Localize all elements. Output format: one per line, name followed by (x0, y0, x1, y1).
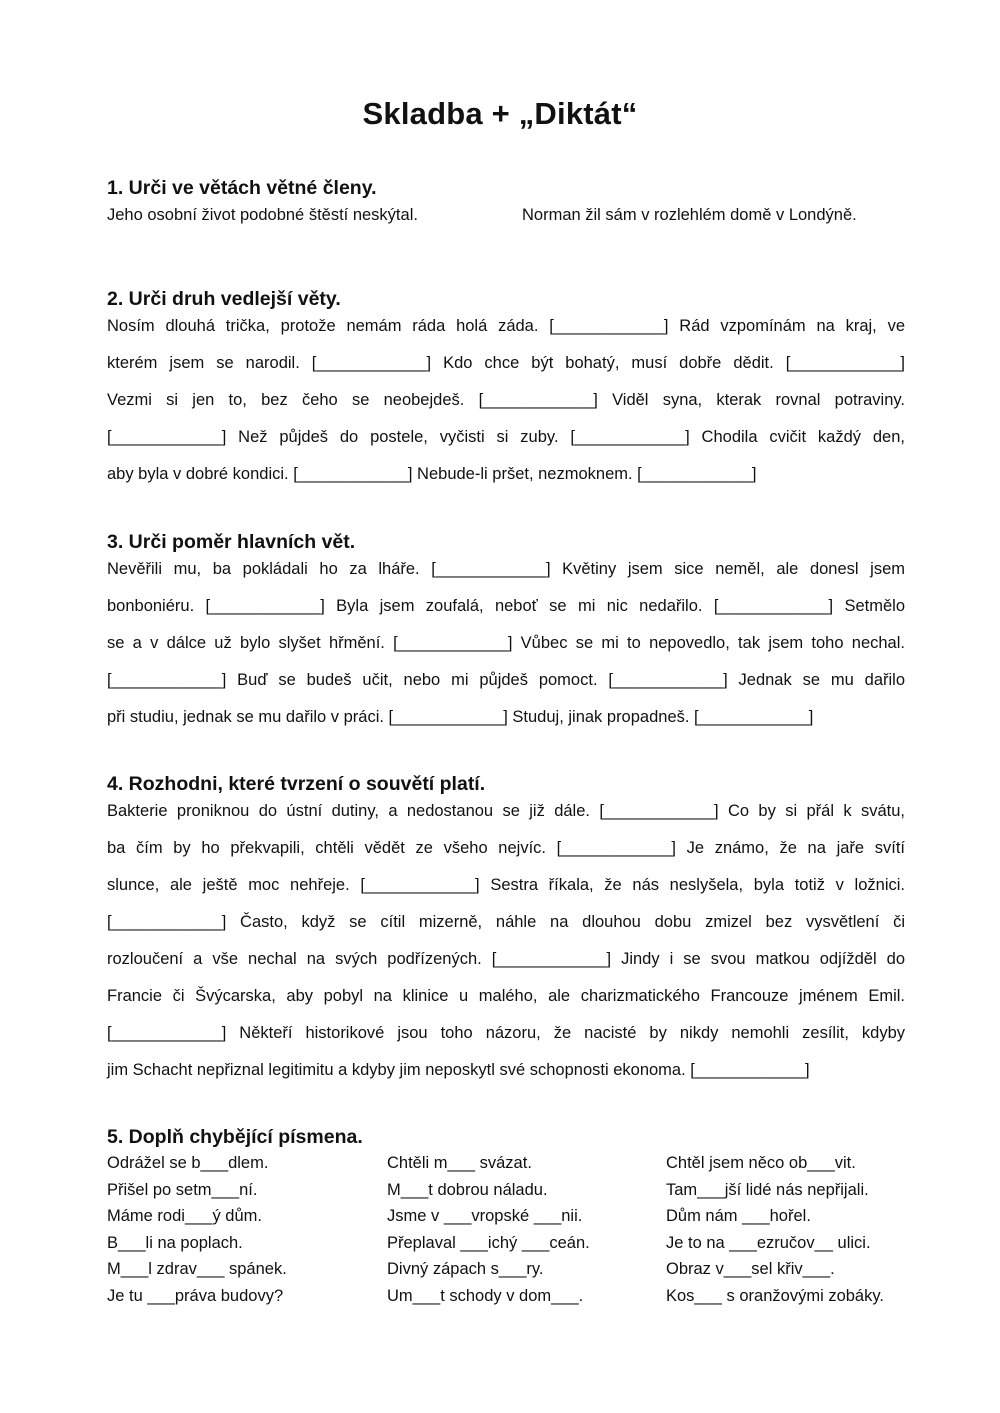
fill-in-item: Divný zápach s___ry. (387, 1260, 544, 1279)
section-3-line: se a v dálce už bylo slyšet hřmění. [____________] Vůbec se mi to nepovedlo, tak jsem toho nechal. (107, 634, 905, 652)
section-1-heading: 1. Urči ve větách větné členy. (107, 177, 377, 199)
section-3-line: Nevěřili mu, ba pokládali ho za lháře. [____________] Květiny jsem sice neměl, ale donesl jsem (107, 560, 905, 578)
sentence-a: Jeho osobní život podobné štěstí neskýtal. (107, 206, 418, 224)
fill-in-item: Dům nám ___hořel. (666, 1207, 811, 1226)
section-4 (107, 773, 905, 1096)
grid-column-1 (107, 1153, 287, 1313)
grid-column-3 (666, 1153, 884, 1313)
section-1 (107, 177, 905, 226)
fill-in-item: Kos___ s oranžovými zobáky. (666, 1286, 884, 1305)
section-4-line: jim Schacht nepřiznal legitimitu a kdyby jim neposkytl své schopnosti ekonoma. [____________] (107, 1061, 810, 1079)
fill-in-item: Chtěl jsem něco ob___vit. (666, 1154, 856, 1172)
section-2-line: Vezmi si jen to, bez čeho se neobejdeš. [____________] Viděl syna, kterak rovnal potraviny. (107, 391, 905, 409)
section-4-line: [____________] Často, když se cítil mizerně, náhle na dlouhou dobu zmizel bez vysvětlení či (107, 913, 905, 931)
page-title: Skladba + „Diktát“ (362, 96, 638, 131)
section-4-line: Francie či Švýcarska, aby pobyl na klinice u malého, ale charizmatického Francouze jménem Emil. (107, 987, 905, 1005)
fill-in-item: Máme rodi___ý dům. (107, 1207, 262, 1226)
section-2-line: aby byla v dobré kondici. [____________] Nebude-li pršet, nezmoknem. [____________] (107, 465, 757, 483)
fill-in-item: Obraz v___sel křiv___. (666, 1260, 835, 1279)
section-2-line: [____________] Než půjdeš do postele, vyčisti si zuby. [____________] Chodila cvičit každý den, (107, 428, 905, 446)
section-3-line: bonboniéru. [____________] Byla jsem zoufalá, neboť se mi nic nedařilo. [____________] Setmělo (107, 597, 905, 615)
section-5 (107, 1126, 905, 1305)
section-3-line: při studiu, jednak se mu dařilo v práci. [____________] Studuj, jinak propadneš. [____________] (107, 708, 814, 726)
section-2-line: Nosím dlouhá trička, protože nemám ráda holá záda. [____________] Rád vzpomínám na kraj, ve (107, 317, 905, 335)
section-4-line: rozloučení a vše nechal na svých podřízených. [____________] Jindy i se svou matkou odjížděl do (107, 950, 905, 968)
fill-in-item: Um___t schody v dom___. (387, 1286, 584, 1305)
section-4-line: ba čím by ho překvapili, chtěli vědět ze všeho nejvíc. [____________] Je známo, že na jaře svítí (107, 839, 905, 857)
fill-in-item: Odrážel se b___dlem. (107, 1154, 269, 1172)
grid-column-2 (387, 1153, 590, 1313)
section-4-line: [____________] Někteří historikové jsou toho názoru, že nacisté by nikdy nemohli zesílit, kdyby (107, 1024, 905, 1042)
section-5-heading: 5. Doplň chybějící písmena. (107, 1126, 363, 1148)
section-2-heading: 2. Urči druh vedlejší věty. (107, 288, 341, 310)
fill-in-item: Je tu ___práva budovy? (107, 1286, 284, 1305)
section-2 (107, 288, 905, 500)
sentence-b: Norman žil sám v rozlehlém domě v Londýně. (522, 206, 857, 224)
section-3-line: [____________] Buď se budeš učit, nebo mi půjdeš pomoct. [____________] Jednak se mu dařilo (107, 671, 905, 689)
fill-in-item: B___li na poplach. (107, 1233, 243, 1252)
section-3 (107, 531, 905, 743)
fill-in-item: Jsme v ___vropské ___nii. (387, 1207, 583, 1226)
section-1-sentences (107, 204, 905, 226)
section-4-line: slunce, ale ještě moc nehřeje. [____________] Sestra říkala, že nás neslyšela, byla totiž v ložnici. (107, 876, 905, 894)
section-2-line: kterém jsem se narodil. [____________] Kdo chce být bohatý, musí dobře dědit. [____________] (107, 354, 905, 372)
fill-in-item: Je to na ___ezručov__ ulici. (666, 1233, 871, 1252)
section-4-line: Bakterie proniknou do ústní dutiny, a nedostanou se již dále. [____________] Co by si přál k svátu, (107, 802, 905, 820)
fill-in-item: Chtěli m___ svázat. (387, 1154, 532, 1172)
fill-in-item: M___l zdrav___ spánek. (107, 1260, 287, 1279)
fill-in-item: Tam___jší lidé nás nepřijali. (666, 1180, 869, 1199)
section-3-heading: 3. Urči poměr hlavních vět. (107, 531, 356, 553)
fill-in-item: Přišel po setm___ní. (107, 1180, 258, 1199)
fill-in-item: M___t dobrou náladu. (387, 1180, 548, 1199)
section-4-heading: 4. Rozhodni, které tvrzení o souvětí platí. (107, 773, 486, 795)
fill-in-item: Přeplaval ___ichý ___ceán. (387, 1233, 590, 1252)
